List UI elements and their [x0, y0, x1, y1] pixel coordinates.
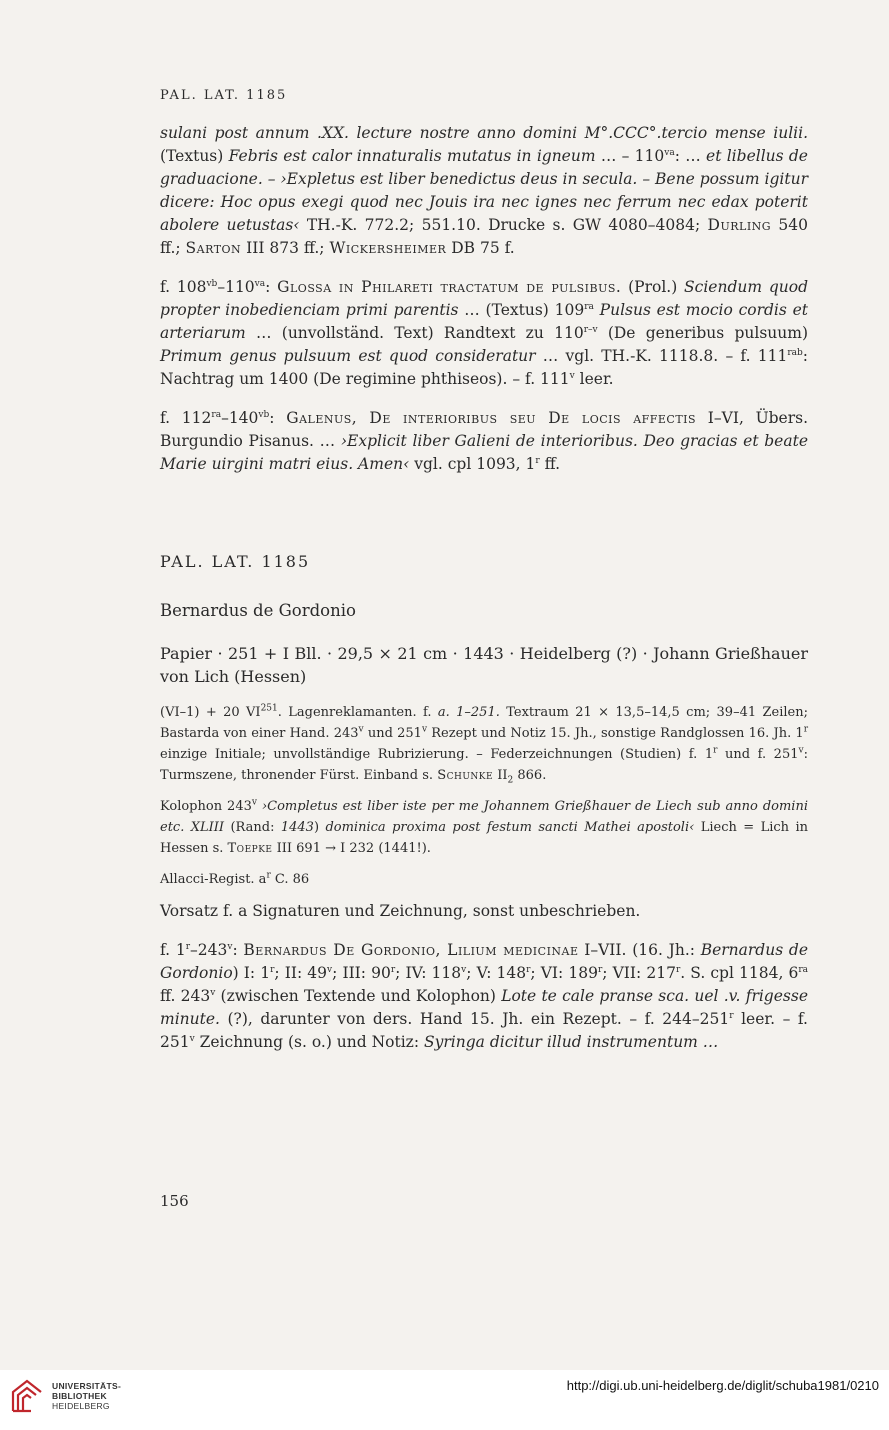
viewer-footer: [0, 1370, 889, 1430]
entry-glossa-philareti: f. $108^{vb}-110^{va}$: Glossa in Philareti tractatum de pulsibus. (Prol.) Sciendum quod propter inobedienciam primi parentis … (Textus) $109^{ra}$ Pulsus est mocio cordis et arteriarum … (unvollständ. Text) Randtext zu 110$^{r-v}$ (De generibus pulsuum) Primum genus pulsuum est quod consideratur … vgl. TH.-K. 1118.8. – f. $111^{rab}$: Nachtrag um 1400 (De regimine phthiseos). – f. 111$^v$ leer.: [160, 278, 809, 388]
vorsatz-note: Vorsatz f. a Signaturen und Zeichnung, sonst unbeschrieben.: [160, 902, 641, 920]
colophon-note: Kolophon 243$^v$ ›Completus est liber iste per me Johannem Grießhauer de Liech sub anno domini etc. XLIII (Rand: 1443) dominica proxima post festum sancti Mathei apostoli‹ Liech = Lich in Hessen s. Toepke III 691 → I 232 (1441!).: [160, 797, 808, 856]
manuscript-description: Papier · 251 + I Bll. · 29,5 × 21 cm · 1443 · Heidelberg (?) · Johann Grießhauer von Lich (Hessen): [160, 644, 808, 686]
section-heading: PAL. LAT. 1185: [160, 552, 311, 571]
continued-entry: sulani post annum .XX. lecture nostre anno domini M°.CCC°.tercio mense iulii. (Textus) Febris est calor innaturalis mutatus in igneum … – $110^{va}$: … et libellus de graduacione. – ›Expletus est liber benedictus deus in secula. – Bene possum igitur dicere: Hoc opus exegi quod nec Jouis ira nec ignes nec ferrum nec edax poterit abolere uetustas‹ TH.-K. 772.2; 551.10. Drucke s. GW 4080–4084; Durling 540 ff.; Sarton III 873 ff.; Wickersheimer DB 75 f.: [160, 124, 809, 257]
ub-heidelberg-logo-icon[interactable]: [10, 1378, 44, 1414]
permalink-url[interactable]: http://digi.ub.uni-heidelberg.de/diglit/schuba1981/0210: [566, 1378, 879, 1393]
page-number: 156: [160, 1192, 189, 1210]
author-heading: Bernardus de Gordonio: [160, 601, 356, 620]
entry-lilium-medicinae: f. 1$^r$–243$^v$: Bernardus De Gordonio, Lilium medicinae I–VII. (16. Jh.: Bernardus de Gordonio) I: 1$^r$; II: 49$^v$; III: 90$^r$; IV: 118$^v$; V: 148$^r$; VI: 189$^r$; VII: 217$^r$. S. cpl 1184, $6^{ra}$ ff. 243$^v$ (zwischen Textende und Kolophon) Lote te cale pranse sca. uel .v. frigesse minute. (?), darunter von ders. Hand 15. Jh. ein Rezept. – f. 244–251$^r$ leer. – f. 251$^v$ Zeichnung (s. o.) und Notiz: Syringa dicitur illud instrumentum …: [160, 941, 809, 1051]
ub-heidelberg-logo-text: UNIVERSITÄTS- BIBLIOTHEK HEIDELBERG: [52, 1381, 122, 1411]
entry-galenus: f. $112^{ra}-140^{vb}$: Galenus, De interioribus seu De locis affectis I–VI, Übers. Burgundio Pisanus. … ›Explicit liber Galieni de interioribus. Deo gracias et beate Marie uirgini matri eius. Amen‹ vgl. cpl 1093, 1$^r$ ff.: [160, 409, 809, 473]
codicology-note: (VI–1) + 20 VI$^{251}$. Lagenreklamanten. f. a. 1–251. Textraum 21 × 13,5–14,5 cm; 39–41 Zeilen; Bastarda von einer Hand. 243$^v$ und 251$^v$ Rezept und Notiz 15. Jh., sonstige Randglossen 16. Jh. 1$^r$ einzige Initiale; unvollständige Rubrizierung. – Federzeichnungen (Studien) f. 1$^r$ und f. 251$^v$: Turmszene, thronender Fürst. Einband s. Schunke $II_2$ 866.: [160, 703, 809, 786]
running-head: PAL. LAT. 1185: [160, 88, 288, 103]
page-body: [160, 122, 808, 1070]
allacci-note: Allacci-Regist. $a^r$ C. 86: [160, 870, 310, 887]
